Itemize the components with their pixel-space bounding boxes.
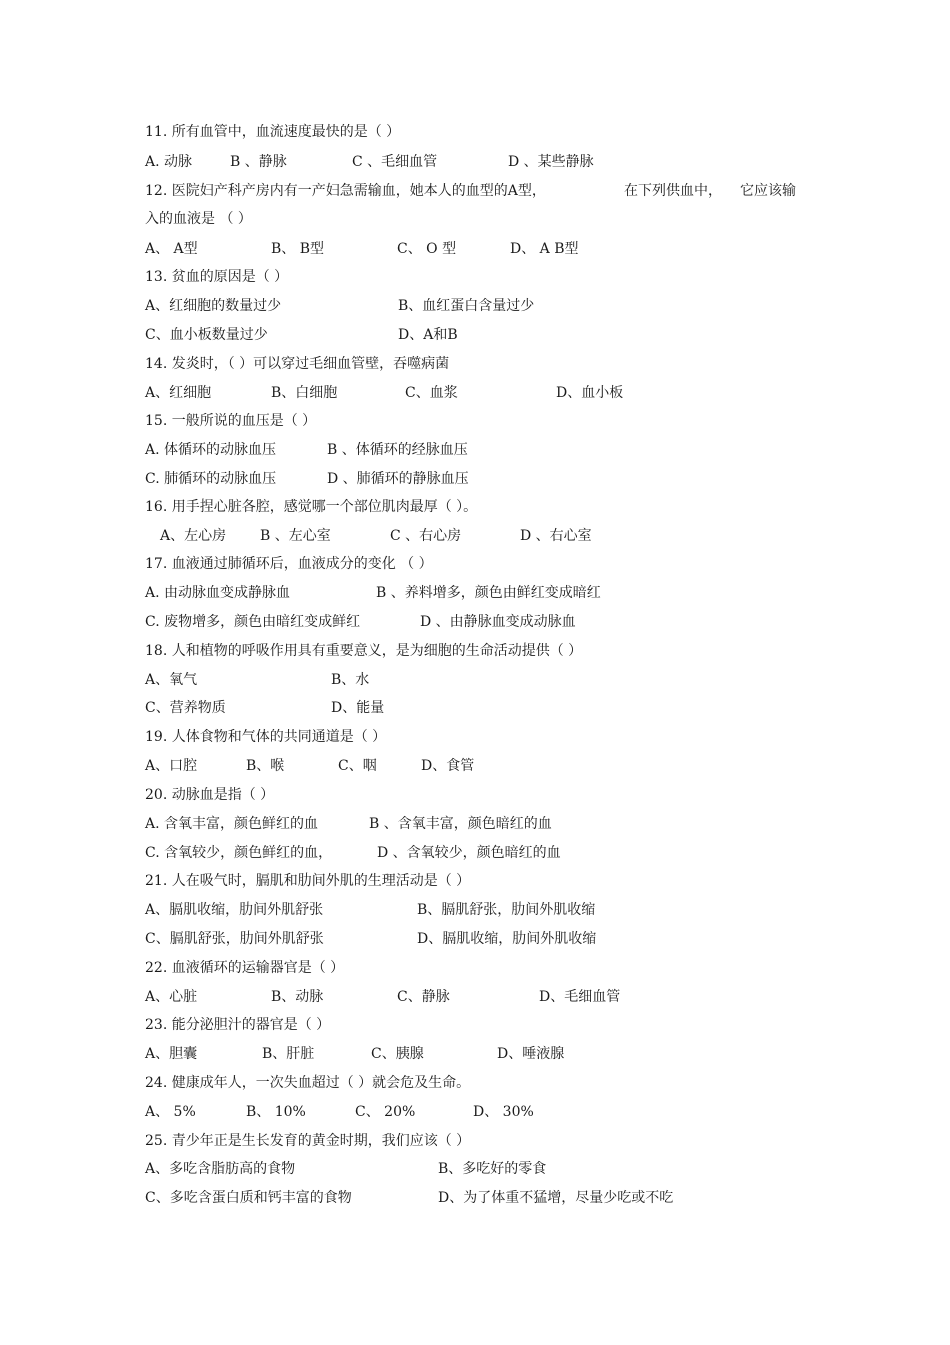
question-text: 25. 青少年正是生长发育的黄金时期，我们应该（ ） (145, 1133, 471, 1149)
options-row (0, 899, 950, 921)
option-a: A、 A型 (145, 241, 198, 257)
option-c: C. 肺循环的动脉血压 (145, 471, 277, 487)
option-b: B 、养料增多，颜色由鲜红变成暗红 (376, 585, 601, 601)
option-b: B、喉 (246, 758, 285, 774)
question-text: 18. 人和植物的呼吸作用具有重要意义，是为细胞的生命活动提供（ ） (145, 643, 583, 659)
options-row (0, 468, 950, 490)
question-text: 19. 人体食物和气体的共同通道是（ ） (145, 729, 387, 745)
question-text: 22. 血液循环的运输器官是（ ） (145, 960, 345, 976)
option-c: C、膈肌舒张，肋间外肌舒张 (145, 931, 324, 947)
question-25 (0, 1130, 950, 1152)
option-d: D 、由静脉血变成动脉血 (420, 614, 576, 630)
option-a: A、红细胞 (145, 385, 212, 401)
question-23 (0, 1014, 950, 1036)
option-a: A. 含氧丰富，颜色鲜红的血 (145, 816, 319, 832)
option-c: C. 废物增多，颜色由暗红变成鲜红 (145, 614, 361, 630)
option-b: B 、左心室 (260, 528, 331, 544)
option-d: D、膈肌收缩，肋间外肌收缩 (417, 931, 597, 947)
option-a: A、口腔 (145, 758, 198, 774)
option-d: D 、右心室 (520, 528, 592, 544)
options-row (0, 1187, 950, 1209)
options-row (0, 755, 950, 777)
option-b: B、血红蛋白含量过少 (398, 298, 535, 314)
option-c: C、血小板数量过少 (145, 327, 268, 343)
question-text-part3: 它应该输 (740, 183, 796, 199)
question-text: 24. 健康成年人，一次失血超过（ ）就会危及生命。 (145, 1075, 471, 1091)
option-d: D 、含氧较少，颜色暗红的血 (377, 845, 561, 861)
option-d: D、唾液腺 (497, 1046, 565, 1062)
options-row (0, 986, 950, 1008)
question-13 (0, 266, 950, 288)
options-row (0, 582, 950, 604)
options-row (0, 928, 950, 950)
question-21 (0, 870, 950, 892)
question-12-continued (0, 208, 950, 230)
option-b: B、白细胞 (271, 385, 338, 401)
option-a: A、心脏 (145, 989, 198, 1005)
options-row (0, 697, 950, 719)
question-text: 17. 血液通过肺循环后，血液成分的变化 （ ） (145, 556, 433, 572)
option-d: D、 A B型 (510, 241, 579, 257)
options-row (0, 238, 950, 260)
option-a: A、胆囊 (145, 1046, 198, 1062)
option-b: B、动脉 (271, 989, 324, 1005)
option-c: C、血浆 (405, 385, 458, 401)
option-a: A、氧气 (145, 672, 198, 688)
question-text: 14. 发炎时，（ ）可以穿过毛细血管壁，吞噬病菌 (145, 356, 450, 372)
option-b: B、水 (331, 672, 370, 688)
option-a: A. 体循环的动脉血压 (145, 442, 277, 458)
question-text: 11. 所有血管中，血流速度最快的是（ ） (145, 124, 401, 140)
options-row (0, 295, 950, 317)
option-c: C、 20% (355, 1104, 416, 1120)
options-row (0, 382, 950, 404)
question-text: 15. 一般所说的血压是（ ） (145, 413, 317, 429)
option-c: C、营养物质 (145, 700, 226, 716)
options-row (0, 439, 950, 461)
question-19 (0, 726, 950, 748)
option-d: D、血小板 (556, 385, 624, 401)
options-row (0, 324, 950, 346)
options-row (0, 1043, 950, 1065)
option-d: D、能量 (331, 700, 385, 716)
option-a: A、膈肌收缩，肋间外肌舒张 (145, 902, 324, 918)
question-12 (0, 180, 950, 202)
question-17 (0, 553, 950, 575)
option-d: D、毛细血管 (539, 989, 621, 1005)
option-c: C、多吃含蛋白质和钙丰富的食物 (145, 1190, 352, 1206)
option-b: B 、含氧丰富，颜色暗红的血 (369, 816, 552, 832)
options-row (0, 1158, 950, 1180)
option-d: D、食管 (421, 758, 475, 774)
option-c: C. 含氧较少，颜色鲜红的血， (145, 845, 333, 861)
question-22 (0, 957, 950, 979)
option-c: C、咽 (338, 758, 377, 774)
options-row (0, 813, 950, 835)
question-14 (0, 353, 950, 375)
option-d: D、为了体重不猛增，尽量少吃或不吃 (438, 1190, 674, 1206)
option-c: C、 O 型 (397, 241, 457, 257)
question-16 (0, 496, 950, 518)
question-24 (0, 1072, 950, 1094)
question-text-continued: 入的血液是 （ ） (145, 211, 252, 227)
option-b: B 、静脉 (230, 154, 287, 170)
option-b: B、肝脏 (262, 1046, 315, 1062)
options-row (0, 1101, 950, 1123)
question-text: 21. 人在吸气时，膈肌和肋间外肌的生理活动是（ ） (145, 873, 471, 889)
option-b: B 、体循环的经脉血压 (327, 442, 468, 458)
options-row (0, 611, 950, 633)
option-d: D 、某些静脉 (508, 154, 594, 170)
question-20 (0, 784, 950, 806)
option-d: D、 30% (473, 1104, 534, 1120)
question-text: 23. 能分泌胆汁的器官是（ ） (145, 1017, 331, 1033)
options-row (0, 151, 950, 173)
option-b: B、多吃好的零食 (438, 1161, 547, 1177)
question-text: 20. 动脉血是指（ ） (145, 787, 275, 803)
option-a: A、多吃含脂肪高的食物 (145, 1161, 296, 1177)
option-c: C 、毛细血管 (352, 154, 438, 170)
option-b: B、膈肌舒张，肋间外肌收缩 (417, 902, 596, 918)
option-a: A、左心房 (160, 528, 227, 544)
options-row (0, 669, 950, 691)
question-11 (0, 121, 950, 143)
option-c: C、静脉 (397, 989, 450, 1005)
question-text-part2: 在下列供血中， (624, 183, 722, 199)
question-text: 12. 医院妇产科产房内有一产妇急需输血，她本人的血型的A型， (145, 183, 546, 199)
options-row (0, 525, 950, 547)
option-a: A、红细胞的数量过少 (145, 298, 282, 314)
option-c: C 、右心房 (390, 528, 462, 544)
option-b: B、 10% (246, 1104, 306, 1120)
option-a: A. 由动脉血变成静脉血 (145, 585, 291, 601)
question-text: 13. 贫血的原因是（ ） (145, 269, 289, 285)
question-text: 16. 用手捏心脏各腔，感觉哪一个部位肌肉最厚（ ）。 (145, 499, 478, 515)
option-a: A. 动脉 (145, 154, 193, 170)
option-d: D、A和B (398, 327, 458, 343)
option-c: C、胰腺 (371, 1046, 424, 1062)
option-a: A、 5% (145, 1104, 196, 1120)
question-15 (0, 410, 950, 432)
option-d: D 、肺循环的静脉血压 (327, 471, 469, 487)
options-row (0, 842, 950, 864)
question-18 (0, 640, 950, 662)
option-b: B、 B型 (271, 241, 325, 257)
